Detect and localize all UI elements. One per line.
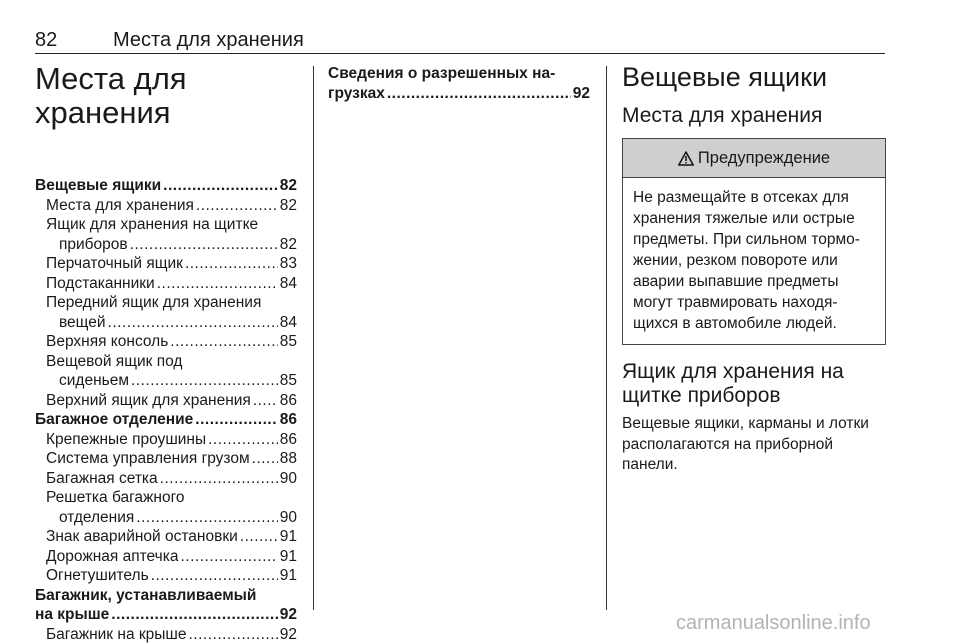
toc-column-middle (328, 64, 590, 103)
toc-item-label: Багажная сетка (46, 469, 158, 489)
page-ref: 83 (280, 254, 297, 274)
toc-item (35, 371, 297, 391)
dot-leader (130, 235, 278, 255)
toc-item (35, 274, 297, 294)
dot-leader (136, 508, 277, 528)
toc-section (328, 84, 590, 104)
warning-text-line: предметы. При сильном тормо- (633, 229, 875, 250)
toc-item-line: Вещевой ящик под (35, 352, 297, 372)
toc-section-title: грузках (328, 84, 385, 104)
content-column (622, 62, 886, 476)
toc-item (35, 625, 297, 644)
toc-item-label: Места для хранения (46, 196, 194, 216)
toc-item (35, 449, 297, 469)
column-divider (313, 66, 314, 610)
dot-leader (160, 469, 278, 489)
page-ref: 84 (280, 274, 297, 294)
warning-text-line: аварии выпавшие предметы (633, 271, 875, 292)
toc-item-label: отделения (59, 508, 134, 528)
toc-section (35, 605, 297, 625)
toc-section-title: Вещевые ящики (35, 176, 161, 196)
dot-leader (240, 527, 278, 547)
page-ref: 91 (280, 547, 297, 567)
warning-triangle-icon (678, 151, 694, 166)
page-ref: 85 (280, 332, 297, 352)
dot-leader (253, 391, 278, 411)
toc-item (35, 469, 297, 489)
toc-item-label: Огнетушитель (46, 566, 149, 586)
dot-leader (185, 254, 278, 274)
toc-item-label: Багажник на крыше (46, 625, 186, 644)
page-ref: 91 (280, 527, 297, 547)
toc-item-label: Система управления грузом (46, 449, 250, 469)
page-ref: 82 (280, 176, 297, 196)
toc-item (35, 430, 297, 450)
chapter-title-line: Места для (35, 62, 297, 96)
page-ref: 92 (280, 625, 297, 644)
toc-item-label: Верхняя консоль (46, 332, 168, 352)
toc-section-title: Багажное отделение (35, 410, 193, 430)
dot-leader (196, 196, 278, 216)
page-ref: 86 (280, 410, 297, 430)
page-number: 82 (35, 29, 57, 52)
toc-item-label: Крепежные проушины (46, 430, 206, 450)
page-ref: 84 (280, 313, 297, 333)
dot-leader (252, 449, 278, 469)
header-title: Места для хранения (113, 29, 304, 52)
toc-item-label: приборов (59, 235, 128, 255)
dot-leader (108, 313, 278, 333)
dot-leader (131, 371, 278, 391)
chapter-title-line: хранения (35, 96, 297, 130)
watermark: carmanualsonline.info (676, 612, 871, 635)
section-title: Вещевые ящики (622, 62, 886, 92)
column-divider (606, 66, 607, 610)
toc-section-title-line: Багажник, устанавливаемый (35, 586, 297, 606)
toc-item-label: Подстаканники (46, 274, 155, 294)
warning-text-line: могут травмировать находя- (633, 292, 875, 313)
page-ref: 88 (280, 449, 297, 469)
toc-item-label: Верхний ящик для хранения (46, 391, 251, 411)
toc-item (35, 313, 297, 333)
chapter-title (35, 62, 297, 130)
toc-item-label: Знак аварийной остановки (46, 527, 238, 547)
dot-leader (151, 566, 278, 586)
toc-column-left (35, 62, 297, 644)
page-ref: 90 (280, 469, 297, 489)
toc-item (35, 547, 297, 567)
subsection-title-line: щитке приборов (622, 384, 886, 408)
dot-leader (163, 176, 278, 196)
warning-header (623, 139, 885, 178)
dot-leader (180, 547, 277, 567)
toc-item (35, 527, 297, 547)
toc-section-title: на крыше (35, 605, 109, 625)
toc-item-line: Решетка багажного (35, 488, 297, 508)
toc-item (35, 391, 297, 411)
dot-leader (170, 332, 277, 352)
body-text-line: располагаются на приборной (622, 435, 886, 456)
page-header (35, 27, 885, 54)
dot-leader (387, 84, 571, 104)
warning-text-line: Не размещайте в отсеках для (633, 187, 875, 208)
toc-item-label: вещей (59, 313, 106, 333)
page-ref: 86 (280, 430, 297, 450)
dot-leader (195, 410, 277, 430)
toc-item-line: Передний ящик для хранения (35, 293, 297, 313)
toc-item-label: Дорожная аптечка (46, 547, 178, 567)
body-text-line: Вещевые ящики, карманы и лотки (622, 414, 886, 435)
toc-item (35, 508, 297, 528)
page-ref: 92 (280, 605, 297, 625)
subsection-title (622, 360, 886, 408)
warning-text (623, 178, 885, 344)
table-of-contents (328, 64, 590, 103)
warning-text-line: жении, резком повороте или (633, 250, 875, 271)
toc-item-line: Ящик для хранения на щитке (35, 215, 297, 235)
toc-item (35, 235, 297, 255)
toc-item (35, 332, 297, 352)
toc-section-title-line: Сведения о разрешенных на- (328, 64, 590, 84)
toc-item (35, 254, 297, 274)
page-ref: 92 (573, 84, 590, 104)
toc-item-label: Перчаточный ящик (46, 254, 183, 274)
page-ref: 85 (280, 371, 297, 391)
body-text-line: панели. (622, 455, 886, 476)
page-ref: 86 (280, 391, 297, 411)
body-paragraph (622, 414, 886, 476)
subsection-title-line: Ящик для хранения на (622, 360, 886, 384)
dot-leader (208, 430, 278, 450)
toc-item (35, 196, 297, 216)
dot-leader (188, 625, 277, 644)
toc-item-label: сиденьем (59, 371, 129, 391)
warning-text-line: щихся в автомобиле людей. (633, 313, 875, 334)
dot-leader (157, 274, 278, 294)
page-ref: 82 (280, 235, 297, 255)
dot-leader (111, 605, 277, 625)
toc-section (35, 176, 297, 196)
page-ref: 82 (280, 196, 297, 216)
subsection-title: Места для хранения (622, 104, 886, 128)
page-ref: 90 (280, 508, 297, 528)
toc-section (35, 410, 297, 430)
warning-box (622, 138, 886, 345)
toc-item (35, 566, 297, 586)
table-of-contents (35, 176, 297, 644)
warning-text-line: хранения тяжелые или острые (633, 208, 875, 229)
warning-heading: Предупреждение (698, 149, 830, 168)
page-ref: 91 (280, 566, 297, 586)
